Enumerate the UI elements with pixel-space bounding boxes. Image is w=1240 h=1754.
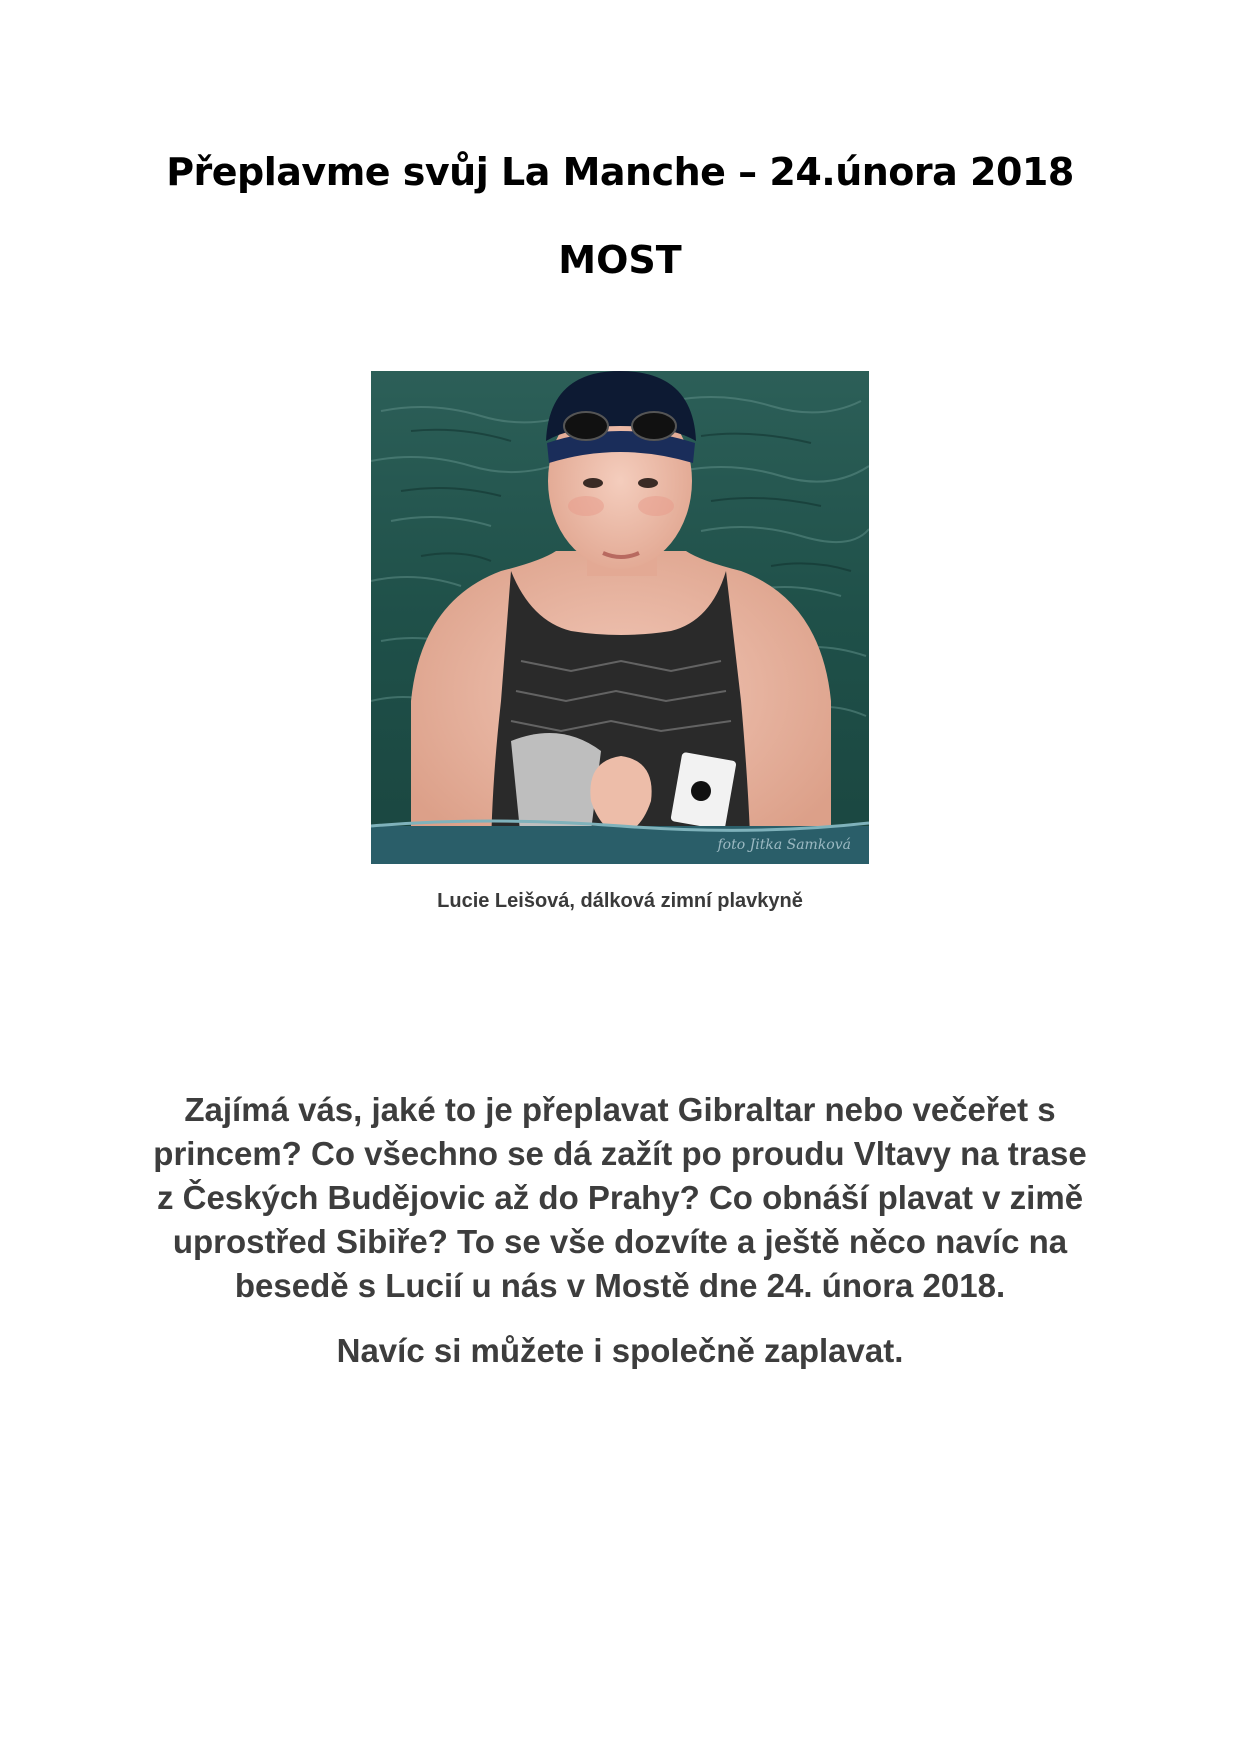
body-paragraph (130, 1088, 1110, 1308)
paragraph-line: Zajímá vás, jaké to je přeplavat Gibraltar nebo večeřet s (184, 1091, 1056, 1128)
page-subtitle: MOST (558, 238, 682, 282)
closing-line: Navíc si můžete i společně zaplavat. (336, 1332, 904, 1369)
photo-watermark: foto Jitka Samková (717, 837, 851, 853)
paragraph-line: z Českých Budějovic až do Prahy? Co obnáší plavat v zimě (156, 1179, 1084, 1216)
paragraph-line: uprostřed Sibiře? To se vše dozvíte a ještě něco navíc na (172, 1223, 1068, 1260)
page-title: Přeplavme svůj La Manche – 24.února 2018 (166, 150, 1074, 194)
paragraph-line: princem? Co všechno se dá zažít po proudu Vltavy na trase (153, 1135, 1087, 1172)
swimmer-photo (371, 371, 869, 864)
paragraph-line: besedě s Lucií u nás v Mostě dne 24. února 2018. (234, 1267, 1006, 1304)
photo-caption: Lucie Leišová, dálková zimní plavkyně (437, 890, 803, 912)
